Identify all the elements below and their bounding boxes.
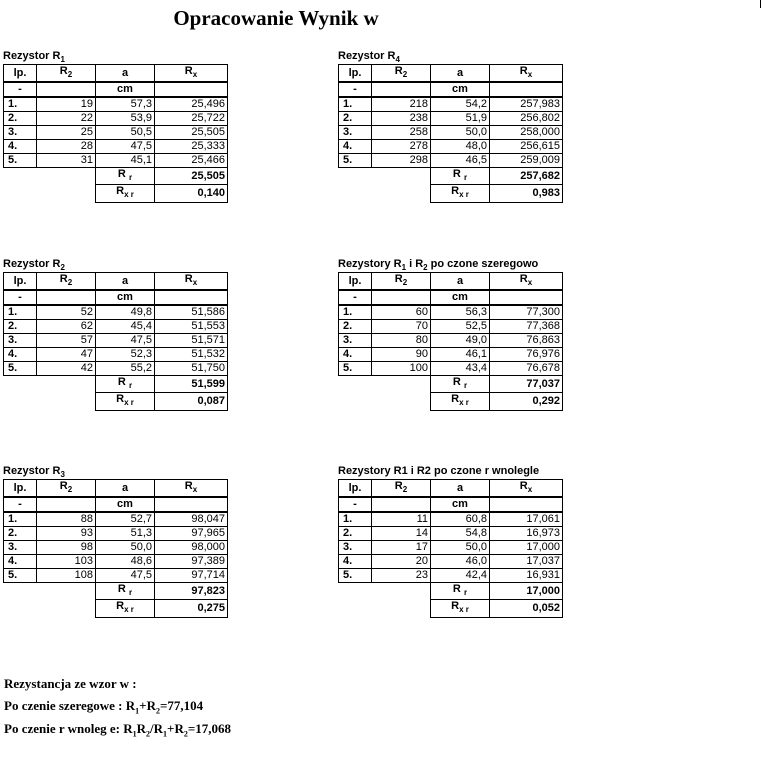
- results-table-block: [338, 257, 563, 411]
- value-rr: 97,823: [155, 583, 228, 600]
- row-number: 5.: [339, 362, 372, 376]
- summary-row-mean: [339, 376, 563, 393]
- cell-a: 52,5: [431, 320, 490, 334]
- cell-rx: 25,466: [155, 154, 228, 168]
- value-rr: 51,599: [155, 376, 228, 393]
- cell-rx: 17,037: [490, 555, 563, 569]
- cell-rx: 51,532: [155, 348, 228, 362]
- table-row: [339, 126, 563, 140]
- cell-rx: 256,802: [490, 112, 563, 126]
- row-number: 2.: [339, 320, 372, 334]
- row-number: 4.: [4, 555, 37, 569]
- header-lp: lp.: [339, 480, 372, 498]
- header-a: a: [96, 480, 155, 498]
- unit-empty: [372, 497, 431, 512]
- cell-r2: 60: [372, 305, 431, 320]
- cell-a: 54,2: [431, 97, 490, 112]
- table-row: [4, 334, 228, 348]
- results-table-block: [3, 257, 228, 411]
- cell-a: 46,0: [431, 555, 490, 569]
- header-rx: $R_x$: [490, 480, 563, 498]
- table-row: [339, 334, 563, 348]
- header-rx: $R_x$: [490, 65, 563, 83]
- cell-a: 47,5: [96, 140, 155, 154]
- cell-rx: 25,496: [155, 97, 228, 112]
- value-rxr: 0,292: [490, 393, 563, 410]
- table-row: [4, 112, 228, 126]
- cell-r2: 100: [372, 362, 431, 376]
- row-number: 1.: [339, 305, 372, 320]
- row-number: 1.: [4, 512, 37, 527]
- results-table-block: [338, 49, 563, 203]
- cell-a: 46,5: [431, 154, 490, 168]
- header-r2: $R_2$: [37, 480, 96, 498]
- summary-row-mean: [4, 376, 228, 393]
- label-rxr: $R_{x r}$: [96, 185, 155, 202]
- header-a: a: [431, 65, 490, 83]
- header-r2: $R_2$: [372, 273, 431, 291]
- value-rxr: 0,087: [155, 393, 228, 410]
- cell-rx: 97,965: [155, 527, 228, 541]
- header-a: a: [96, 273, 155, 291]
- row-number: 2.: [339, 527, 372, 541]
- unit-empty: [155, 82, 228, 97]
- header-lp: lp.: [339, 273, 372, 291]
- cell-r2: 42: [37, 362, 96, 376]
- label-rxr: $R_{x r}$: [431, 393, 490, 410]
- header-lp: lp.: [339, 65, 372, 83]
- unit-empty: [37, 497, 96, 512]
- cell-r2: 23: [372, 569, 431, 583]
- cell-a: 51,9: [431, 112, 490, 126]
- cell-rx: 16,973: [490, 527, 563, 541]
- unit-dash: -: [339, 497, 372, 512]
- row-number: 3.: [4, 541, 37, 555]
- table-title: Rezystor $R_3$: [3, 465, 65, 480]
- cell-r2: 93: [37, 527, 96, 541]
- cell-r2: 47: [37, 348, 96, 362]
- label-rxr: $R_{x r}$: [431, 185, 490, 202]
- value-rr: 25,505: [155, 168, 228, 185]
- cell-r2: 62: [37, 320, 96, 334]
- unit-empty: [37, 82, 96, 97]
- cell-rx: 25,505: [155, 126, 228, 140]
- cell-rx: 98,000: [155, 541, 228, 555]
- value-rr: 257,682: [490, 168, 563, 185]
- footer-parallel-formula: Po czenie r wnoleg e: $R_1R_2/R_1+R_2=17,068$: [4, 721, 231, 739]
- table-row: [339, 97, 563, 112]
- table-row: [4, 348, 228, 362]
- cell-rx: 25,722: [155, 112, 228, 126]
- cell-rx: 51,586: [155, 305, 228, 320]
- header-rx: $R_x$: [155, 65, 228, 83]
- cell-rx: 76,863: [490, 334, 563, 348]
- cell-r2: 22: [37, 112, 96, 126]
- table-title: Rezystory $R_1$ i $R_2$ po czone szeregowo: [338, 258, 539, 273]
- cell-rx: 76,678: [490, 362, 563, 376]
- results-table-block: [3, 464, 228, 618]
- table-title: Rezystor $R_2$: [3, 258, 65, 273]
- table-title: Rezystor $R_1$: [3, 50, 65, 65]
- cell-r2: 28: [37, 140, 96, 154]
- summary-row-mean: [339, 168, 563, 185]
- cell-r2: 98: [37, 541, 96, 555]
- unit-dash: -: [339, 82, 372, 97]
- cell-a: 52,7: [96, 512, 155, 527]
- cell-a: 57,3: [96, 97, 155, 112]
- unit-cm: cm: [431, 497, 490, 512]
- header-rx: $R_x$: [490, 273, 563, 291]
- cell-r2: 238: [372, 112, 431, 126]
- row-number: 4.: [339, 555, 372, 569]
- row-number: 1.: [4, 97, 37, 112]
- cell-r2: 19: [37, 97, 96, 112]
- cell-a: 52,3: [96, 348, 155, 362]
- table-row: [4, 527, 228, 541]
- table-row: [339, 112, 563, 126]
- row-number: 4.: [339, 140, 372, 154]
- cell-a: 50,5: [96, 126, 155, 140]
- label-rr: R $_r$: [96, 168, 155, 185]
- table-row: [4, 569, 228, 583]
- cell-a: 47,5: [96, 334, 155, 348]
- cell-r2: 17: [372, 541, 431, 555]
- cell-r2: 25: [37, 126, 96, 140]
- table-row: [4, 154, 228, 168]
- header-r2: $R_2$: [372, 65, 431, 83]
- cell-r2: 14: [372, 527, 431, 541]
- unit-dash: -: [4, 82, 37, 97]
- unit-empty: [372, 82, 431, 97]
- summary-row-mean: [339, 583, 563, 600]
- table-row: [4, 305, 228, 320]
- header-a: a: [431, 273, 490, 291]
- cell-a: 50,0: [431, 541, 490, 555]
- label-rr: R $_r$: [431, 583, 490, 600]
- row-number: 5.: [339, 154, 372, 168]
- unit-empty: [37, 290, 96, 305]
- cell-r2: 31: [37, 154, 96, 168]
- cell-r2: 88: [37, 512, 96, 527]
- cell-rx: 257,983: [490, 97, 563, 112]
- table-row: [339, 320, 563, 334]
- header-a: a: [96, 65, 155, 83]
- unit-dash: -: [4, 497, 37, 512]
- cell-a: 55,2: [96, 362, 155, 376]
- cell-a: 48,6: [96, 555, 155, 569]
- table-row: [339, 154, 563, 168]
- cell-rx: 25,333: [155, 140, 228, 154]
- cell-r2: 70: [372, 320, 431, 334]
- summary-row-error: [339, 393, 563, 410]
- cell-a: 50,0: [431, 126, 490, 140]
- cell-a: 45,4: [96, 320, 155, 334]
- unit-dash: -: [4, 290, 37, 305]
- cell-rx: 258,000: [490, 126, 563, 140]
- cell-a: 45,1: [96, 154, 155, 168]
- row-number: 2.: [4, 527, 37, 541]
- unit-empty: [155, 290, 228, 305]
- table-row: [339, 569, 563, 583]
- table-title: Rezystory R1 i R2 po czone r wnolegle: [338, 465, 540, 477]
- table-row: [4, 126, 228, 140]
- summary-row-mean: [4, 583, 228, 600]
- summary-row-error: [339, 600, 563, 617]
- value-rxr: 0,983: [490, 185, 563, 202]
- cell-rx: 76,976: [490, 348, 563, 362]
- row-number: 4.: [4, 140, 37, 154]
- value-rxr: 0,052: [490, 600, 563, 617]
- table-row: [339, 140, 563, 154]
- row-number: 5.: [4, 154, 37, 168]
- cell-r2: 80: [372, 334, 431, 348]
- unit-dash: -: [339, 290, 372, 305]
- summary-row-error: [339, 185, 563, 202]
- row-number: 1.: [339, 512, 372, 527]
- cell-a: 60,8: [431, 512, 490, 527]
- cell-a: 49,0: [431, 334, 490, 348]
- cell-a: 49,8: [96, 305, 155, 320]
- results-table: [3, 479, 228, 618]
- footer-series-formula: Po czenie szeregowe : $R_1+R_2=77,104$: [4, 698, 204, 716]
- cell-a: 53,9: [96, 112, 155, 126]
- unit-cm: cm: [96, 290, 155, 305]
- header-r2: $R_2$: [372, 480, 431, 498]
- cell-a: 42,4: [431, 569, 490, 583]
- page-title: Opracowanie Wynik w: [173, 6, 379, 30]
- row-number: 3.: [4, 126, 37, 140]
- cell-r2: 103: [37, 555, 96, 569]
- results-table: [338, 479, 563, 618]
- header-a: a: [431, 480, 490, 498]
- cell-rx: 51,553: [155, 320, 228, 334]
- row-number: 1.: [339, 97, 372, 112]
- row-number: 2.: [4, 320, 37, 334]
- unit-cm: cm: [96, 497, 155, 512]
- row-number: 2.: [339, 112, 372, 126]
- table-row: [339, 555, 563, 569]
- cell-rx: 77,300: [490, 305, 563, 320]
- results-table: [338, 272, 563, 411]
- cell-a: 51,3: [96, 527, 155, 541]
- results-table-block: [338, 464, 563, 618]
- table-row: [339, 541, 563, 555]
- row-number: 2.: [4, 112, 37, 126]
- cell-rx: 77,368: [490, 320, 563, 334]
- unit-cm: cm: [96, 82, 155, 97]
- cell-r2: 52: [37, 305, 96, 320]
- header-r2: $R_2$: [37, 273, 96, 291]
- cell-r2: 258: [372, 126, 431, 140]
- cell-rx: 259,009: [490, 154, 563, 168]
- row-number: 5.: [4, 569, 37, 583]
- cell-a: 54,8: [431, 527, 490, 541]
- cell-rx: 17,061: [490, 512, 563, 527]
- table-row: [4, 320, 228, 334]
- label-rr: R $_r$: [96, 376, 155, 393]
- unit-cm: cm: [431, 82, 490, 97]
- cell-rx: 51,750: [155, 362, 228, 376]
- unit-empty: [155, 497, 228, 512]
- row-number: 5.: [4, 362, 37, 376]
- row-number: 5.: [339, 569, 372, 583]
- results-table-block: [3, 49, 228, 203]
- header-lp: lp.: [4, 480, 37, 498]
- value-rr: 17,000: [490, 583, 563, 600]
- row-number: 4.: [339, 348, 372, 362]
- row-number: 3.: [339, 126, 372, 140]
- cell-r2: 278: [372, 140, 431, 154]
- cell-r2: 218: [372, 97, 431, 112]
- unit-cm: cm: [431, 290, 490, 305]
- cell-rx: 51,571: [155, 334, 228, 348]
- cell-rx: 98,047: [155, 512, 228, 527]
- cell-a: 56,3: [431, 305, 490, 320]
- value-rr: 77,037: [490, 376, 563, 393]
- table-row: [339, 305, 563, 320]
- cell-r2: 57: [37, 334, 96, 348]
- header-lp: lp.: [4, 273, 37, 291]
- table-row: [4, 97, 228, 112]
- label-rxr: $R_{x r}$: [431, 600, 490, 617]
- table-row: [4, 362, 228, 376]
- table-row: [4, 555, 228, 569]
- unit-empty: [490, 497, 563, 512]
- cell-r2: 11: [372, 512, 431, 527]
- cell-rx: 97,389: [155, 555, 228, 569]
- cell-a: 48,0: [431, 140, 490, 154]
- cell-r2: 108: [37, 569, 96, 583]
- results-table: [3, 64, 228, 203]
- cell-rx: 17,000: [490, 541, 563, 555]
- cell-a: 46,1: [431, 348, 490, 362]
- label-rr: R $_r$: [431, 168, 490, 185]
- page-edge-line: [760, 0, 761, 8]
- table-row: [339, 527, 563, 541]
- unit-empty: [490, 82, 563, 97]
- label-rr: R $_r$: [96, 583, 155, 600]
- row-number: 1.: [4, 305, 37, 320]
- table-row: [4, 140, 228, 154]
- table-row: [339, 362, 563, 376]
- row-number: 3.: [4, 334, 37, 348]
- row-number: 3.: [339, 334, 372, 348]
- label-rxr: $R_{x r}$: [96, 393, 155, 410]
- unit-empty: [490, 290, 563, 305]
- table-title: Rezystor $R_4$: [338, 50, 400, 65]
- cell-r2: 20: [372, 555, 431, 569]
- cell-a: 43,4: [431, 362, 490, 376]
- header-r2: $R_2$: [37, 65, 96, 83]
- summary-row-error: [4, 185, 228, 202]
- summary-row-error: [4, 600, 228, 617]
- table-row: [339, 512, 563, 527]
- cell-r2: 90: [372, 348, 431, 362]
- cell-rx: 16,931: [490, 569, 563, 583]
- cell-a: 47,5: [96, 569, 155, 583]
- row-number: 3.: [339, 541, 372, 555]
- header-rx: $R_x$: [155, 273, 228, 291]
- label-rr: R $_r$: [431, 376, 490, 393]
- label-rxr: $R_{x r}$: [96, 600, 155, 617]
- cell-rx: 97,714: [155, 569, 228, 583]
- cell-rx: 256,615: [490, 140, 563, 154]
- row-number: 4.: [4, 348, 37, 362]
- header-lp: lp.: [4, 65, 37, 83]
- unit-empty: [372, 290, 431, 305]
- cell-r2: 298: [372, 154, 431, 168]
- summary-row-mean: [4, 168, 228, 185]
- header-rx: $R_x$: [155, 480, 228, 498]
- table-row: [4, 541, 228, 555]
- value-rxr: 0,140: [155, 185, 228, 202]
- summary-row-error: [4, 393, 228, 410]
- table-row: [339, 348, 563, 362]
- cell-a: 50,0: [96, 541, 155, 555]
- value-rxr: 0,275: [155, 600, 228, 617]
- results-table: [3, 272, 228, 411]
- footer-formula-heading: Rezystancja ze wzor w :: [4, 676, 137, 691]
- results-table: [338, 64, 563, 203]
- table-row: [4, 512, 228, 527]
